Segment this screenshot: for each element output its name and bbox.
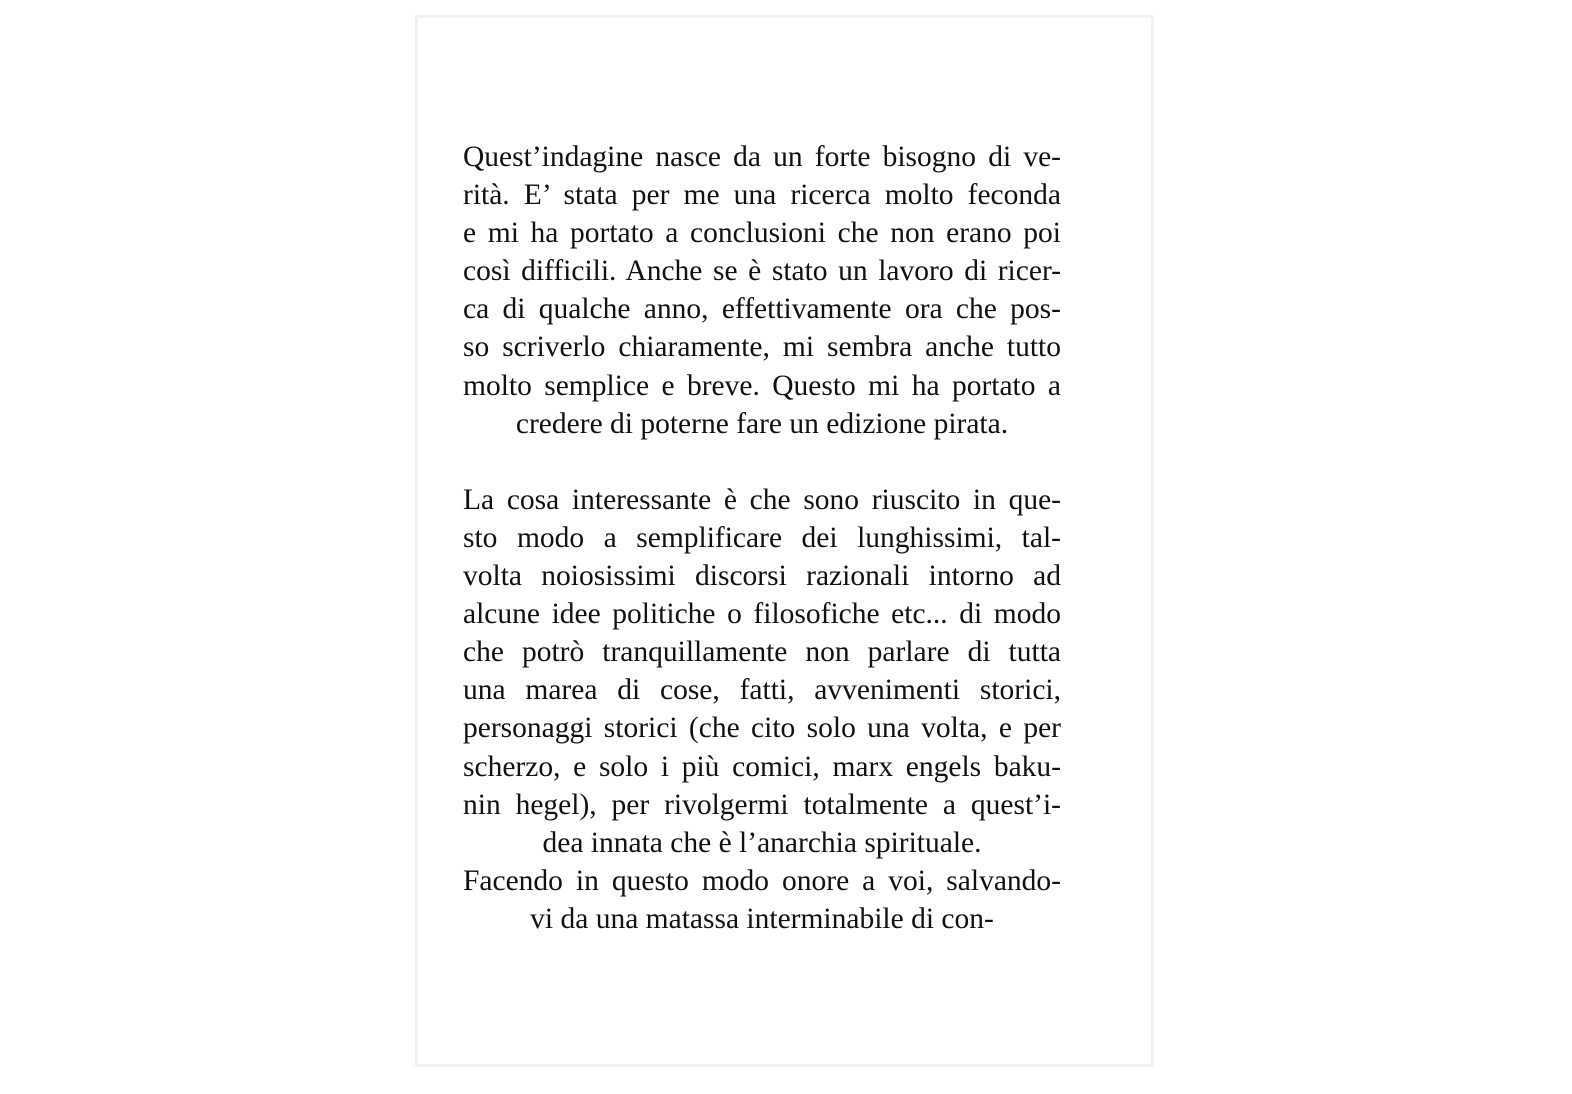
text-line: ca di qualche anno, effettivamente ora che pos- bbox=[463, 293, 1061, 326]
text-line: Quest’indagine nasce da un forte bisogno di ve- bbox=[463, 141, 1061, 173]
text-line: rità. E’ stata per me una ricerca molto feconda bbox=[463, 179, 1061, 212]
paragraph-2 bbox=[463, 481, 1061, 938]
text-line: credere di poterne fare un edizione pirata. bbox=[515, 407, 1009, 440]
text-line: una marea di cose, fatti, avvenimenti storici, bbox=[463, 674, 1061, 707]
text-line: e mi ha portato a conclusioni che non erano poi bbox=[463, 217, 1061, 250]
text-line: La cosa interessante è che sono riuscito in que- bbox=[463, 483, 1061, 516]
text-line: così difficili. Anche se è stato un lavoro di ricer- bbox=[463, 255, 1061, 288]
text-line: molto semplice e breve. Questo mi ha portato a bbox=[463, 369, 1061, 402]
paragraph-gap bbox=[463, 443, 1061, 481]
text-line: nin hegel), per rivolgermi totalmente a quest’i- bbox=[463, 788, 1061, 821]
text-line: so scriverlo chiaramente, mi sembra anche tutto bbox=[463, 331, 1061, 364]
document-page bbox=[415, 15, 1154, 1067]
text-line: scherzo, e solo i più comici, marx engels baku- bbox=[463, 750, 1061, 783]
paragraph-1 bbox=[463, 138, 1061, 443]
text-line: che potrò tranquillamente non parlare di tutta bbox=[463, 636, 1061, 669]
text-line: dea innata che è l’anarchia spirituale. bbox=[542, 826, 982, 859]
text-line: personaggi storici (che cito solo una volta, e per bbox=[463, 712, 1061, 745]
body-text bbox=[463, 138, 1061, 938]
text-line: volta noiosissimi discorsi razionali intorno ad bbox=[463, 560, 1061, 593]
text-line: alcune idee politiche o filosofiche etc... di modo bbox=[463, 598, 1061, 631]
text-line: sto modo a semplificare dei lunghissimi, tal- bbox=[463, 521, 1061, 554]
text-line: vi da una matassa interminabile di con- bbox=[530, 902, 994, 935]
text-line: Facendo in questo modo onore a voi, salvando- bbox=[463, 864, 1061, 897]
